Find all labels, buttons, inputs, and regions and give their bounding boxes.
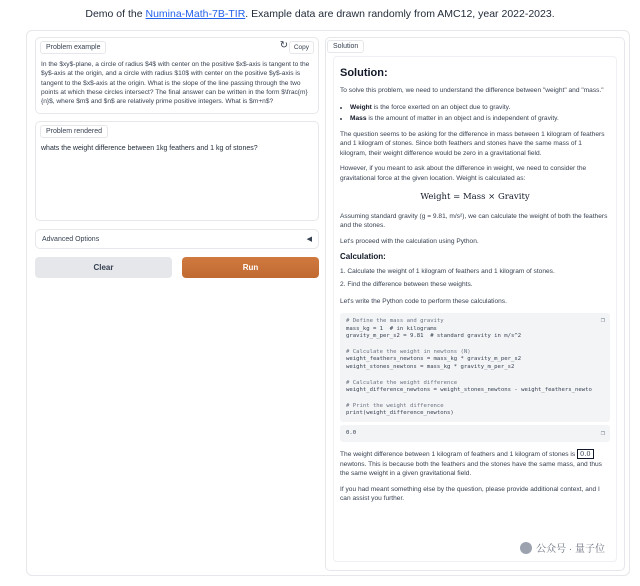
problem-example-box [35,37,319,114]
output-block [340,425,610,442]
advanced-options-label: Advanced Options [42,236,100,243]
header-suffix: . Example data are drawn randomly from AMC12, year 2022-2023. [245,8,555,20]
step-1: 1. Calculate the weight of 1 kilogram of feathers and 1 kilogram of stones. [340,268,555,276]
run-button[interactable]: Run [182,257,319,278]
code-line: gravity_m_per_s2 = 9.81 # standard gravity in m/s^2 [346,333,522,340]
copy-icon[interactable]: ❐ [600,429,605,438]
triangle-left-icon[interactable]: ◀ [306,236,312,243]
solution-intro: To solve this problem, we need to understand the difference between "weight" and "mass." [340,87,604,94]
weight-formula: Weight = Mass × Gravity [420,191,530,202]
wechat-icon [520,542,532,554]
header-prefix: Demo of the [85,8,146,20]
code-line: weight_difference_newtons = weight_stones_newtons - weight_feathers_newto [346,387,592,394]
advanced-options-accordion[interactable] [35,229,319,249]
solution-panel [325,37,625,571]
page-header [0,0,640,26]
result-paragraph: The weight difference between 1 kilogram of feathers and 1 kilogram of stones is 0.0 newtons. This is because both the feathers and the stones have the same mass, and thus the same weight in a given gravitational field. [340,450,602,478]
definitions-list [340,102,610,124]
code-line: weight_stones_newtons = mass_kg * gravity_m_per_s2 [346,364,515,371]
calculation-steps [340,266,610,291]
clear-button[interactable]: Clear [35,257,172,278]
problem-rendered-box[interactable] [35,121,319,221]
calculation-heading: Calculation: [340,252,386,262]
problem-rendered-label: Problem rendered [40,125,108,138]
model-link[interactable]: Numina-Math-7B-TIR [145,8,246,20]
code-lines [346,315,605,418]
problem-rendered-text: whats the weight difference between 1kg feathers and 1 kg of stones? [41,145,258,152]
output-text: 0.0 [346,430,357,437]
definition-weight: • Weight is the force exerted on an object due to gravity. [350,102,610,113]
solution-para-1: The question seems to be asking for the difference in mass between 1 kilogram of feathers and 1 kilogram of stones. Since both feathers and stones have the same mass of 1 kilogram, their weight difference would be zero in a gravitational field. [340,130,605,157]
solution-para-2: However, if you meant to ask about the difference in weight, we need to consider the gravitational force at the given location. Weight is calculated as: [340,165,587,182]
code-line [346,372,604,380]
copy-icon[interactable]: ❐ [600,315,605,324]
code-line: # Print the weight difference [346,402,444,409]
solution-tab-label: Solution [327,40,364,53]
code-line: weight_feathers_newtons = mass_kg * gravity_m_per_s2 [346,356,522,363]
left-panel [35,37,319,278]
code-line [346,341,604,349]
copy-button[interactable]: Copy [289,41,314,54]
code-line: print(weight_difference_newtons) [346,410,454,417]
result-value: 0.0 [577,449,594,459]
step-2: 2. Find the difference between these weights. [340,280,473,288]
solution-content [333,56,617,562]
code-line: # Calculate the weight difference [346,379,458,386]
watermark: 公众号 · 量子位 [520,540,605,555]
code-line: # Define the mass and gravity [346,317,444,324]
problem-example-text: In the $xy$-plane, a circle of radius $4$ with center on the positive $x$-axis is tangent to the $y$-axis at the origin, and a circle with radius $10$ with center on the positive $y$-axis is tangent to the $x$-axis at the origin. What is the slope of the line passing through the two points at which these circles intersect? The final answer can be written in the form $\frac{m}{n}$, where $m$ and $n$ are relatively prime positive integers. What is $m+n$? [41,61,310,106]
action-buttons [35,257,319,278]
problem-example-label: Problem example [40,41,106,54]
closing-paragraph: If you had meant something else by the question, please provide additional context, and I can assist you further. [340,485,600,503]
solution-title: Solution: [340,67,388,79]
code-block [340,313,610,422]
app-container [26,30,630,576]
definition-mass: • Mass is the amount of matter in an object and is independent of gravity. [350,113,610,124]
solution-para-5: Let's write the Python code to perform these calculations. [340,298,507,306]
solution-para-4: Let's proceed with the calculation using Python. [340,237,479,245]
solution-para-3: Assuming standard gravity (g = 9.81, m/s²), we can calculate the weight of both the feathers and the stones. [340,212,608,230]
code-line: mass_kg = 1 # in kilograms [346,325,437,332]
code-line: # Calculate the weight in newtons (N) [346,348,471,355]
code-line [346,395,604,403]
refresh-icon[interactable]: ↻ [279,40,289,51]
